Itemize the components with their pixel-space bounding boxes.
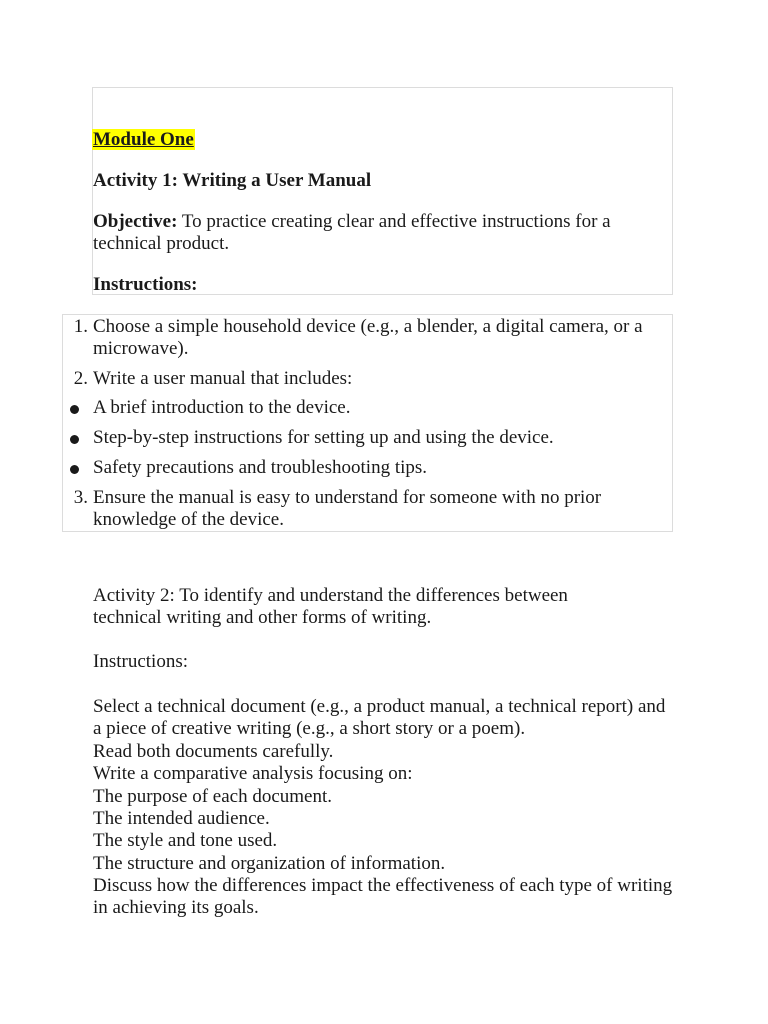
- objective-text: To practice creating clear and effective instructions for a technical product.: [93, 211, 611, 254]
- activity2-line-6: The style and tone used.: [93, 830, 278, 851]
- activity2-line-2: Read both documents carefully.: [93, 741, 334, 762]
- step-item-3: Ensure the manual is easy to understand for someone with no prior knowledge of the device.: [93, 487, 602, 530]
- step-marker-1: 1.: [73, 316, 88, 337]
- step-item-2: Write a user manual that includes:: [93, 368, 353, 389]
- activity1-heading: [93, 170, 371, 192]
- activity2-instructions-label: Instructions:: [93, 651, 188, 672]
- step-marker-3: 3.: [73, 487, 88, 508]
- bullet-item-1: A brief introduction to the device.: [93, 397, 351, 418]
- activity2-line-5: The intended audience.: [93, 808, 270, 829]
- activity1-objective: [93, 211, 668, 255]
- activity2-line-7: The structure and organization of information.: [93, 853, 446, 874]
- bullet-icon: [70, 435, 79, 444]
- step-item-1: Choose a simple household device (e.g., a blender, a digital camera, or a microwave).: [93, 316, 643, 359]
- bullet-icon: [70, 405, 79, 414]
- activity1-instructions-label: [93, 274, 198, 296]
- activity1-heading-text: Activity 1: Writing a User Manual: [93, 170, 372, 191]
- activity2-intro: Activity 2: To identify and understand the differences between technical writing and other forms of writing.: [93, 585, 568, 629]
- step-marker-2: 2.: [73, 368, 88, 389]
- bullet-item-2: Step-by-step instructions for setting up and using the device.: [93, 427, 554, 448]
- activity2-line-1: Select a technical document (e.g., a product manual, a technical report) and a piece of creative writing (e.g., a short story or a poem).: [93, 696, 666, 740]
- bullet-icon: [70, 465, 79, 474]
- module-title-highlight: Module One: [93, 129, 194, 150]
- instructions-label-text: Instructions:: [93, 274, 198, 295]
- objective-label: Objective:: [93, 211, 178, 232]
- bullet-item-3: Safety precautions and troubleshooting tips.: [93, 457, 428, 478]
- module-title: [92, 129, 195, 151]
- activity2-line-4: The purpose of each document.: [93, 786, 332, 807]
- activity2-line-3: Write a comparative analysis focusing on:: [93, 763, 413, 784]
- activity2-line-8: Discuss how the differences impact the effectiveness of each type of writing in achieving its goals.: [93, 875, 673, 919]
